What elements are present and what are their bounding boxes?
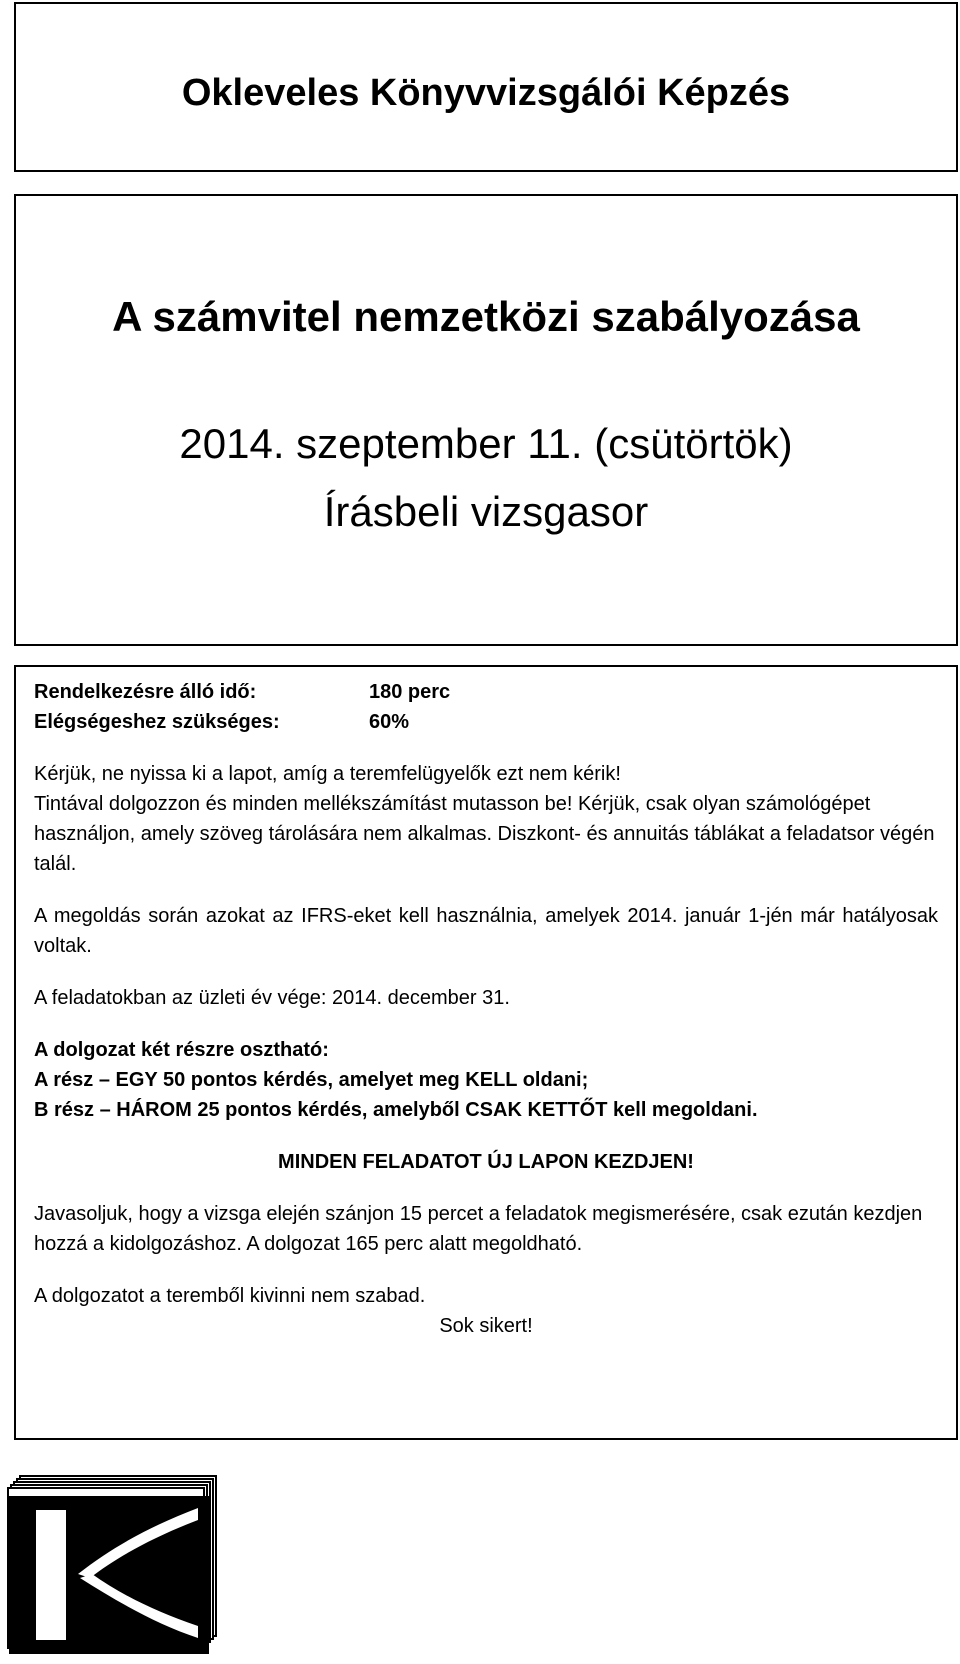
ifrs-note: A megoldás során azokat az IFRS-eket kell használnia, amelyek 2014. január 1-jén már hatályosak voltak.: [34, 905, 938, 957]
new-page-note: MINDEN FELADATOT ÚJ LAPON KEZDJEN!: [278, 1151, 694, 1173]
year-end-note: A feladatokban az üzleti év vége: 2014. december 31.: [34, 987, 510, 1009]
info-box: [14, 665, 958, 1440]
part-a-note: A rész – EGY 50 pontos kérdés, amelyet meg KELL oldani;: [34, 1069, 589, 1091]
time-label: Rendelkezésre álló idő:: [34, 681, 257, 703]
subject-box: [14, 194, 958, 646]
subject-title: A számvitel nemzetközi szabályozása: [112, 293, 860, 340]
page-title: Okleveles Könyvvizsgálói Képzés: [181, 72, 791, 114]
pass-label: Elégségeshez szükséges:: [34, 711, 280, 733]
pass-row: [34, 707, 938, 737]
exam-type: Írásbeli vizsgasor: [323, 488, 649, 535]
time-row: [34, 677, 938, 707]
pass-value: 60%: [369, 711, 410, 733]
part-b-note: B rész – HÁROM 25 pontos kérdés, amelyből CSAK KETTŐT kell megoldani.: [34, 1099, 758, 1121]
title-box: [14, 2, 958, 172]
good-luck-note: Sok sikert!: [439, 1315, 533, 1337]
exam-date: 2014. szeptember 11. (csütörtök): [179, 420, 793, 467]
instructions-line-2: Tintával dolgozzon és minden mellékszámítást mutasson be! Kérjük, csak olyan számológépet használjon, amely szöveg tárolására nem alkalmas. Diszkont- és annuitás táblákat a feladatsor végén talál.: [34, 793, 935, 875]
no-removal-note: A dolgozatot a teremből kivinni nem szabad.: [34, 1285, 426, 1307]
advice-note: Javasoljuk, hogy a vizsga elején szánjon 15 percet a feladatok megismerésére, csak ezután kezdjen hozzá a kidolgozáshoz. A dolgozat 165 perc alatt megoldható.: [34, 1203, 923, 1255]
instructions-line-1: Kérjük, ne nyissa ki a lapot, amíg a teremfelügyelők ezt nem kérik!: [34, 763, 621, 785]
time-value: 180 perc: [369, 681, 451, 703]
stacked-k-logo-icon: [6, 1474, 232, 1660]
parts-heading: A dolgozat két részre osztható:: [34, 1039, 329, 1061]
